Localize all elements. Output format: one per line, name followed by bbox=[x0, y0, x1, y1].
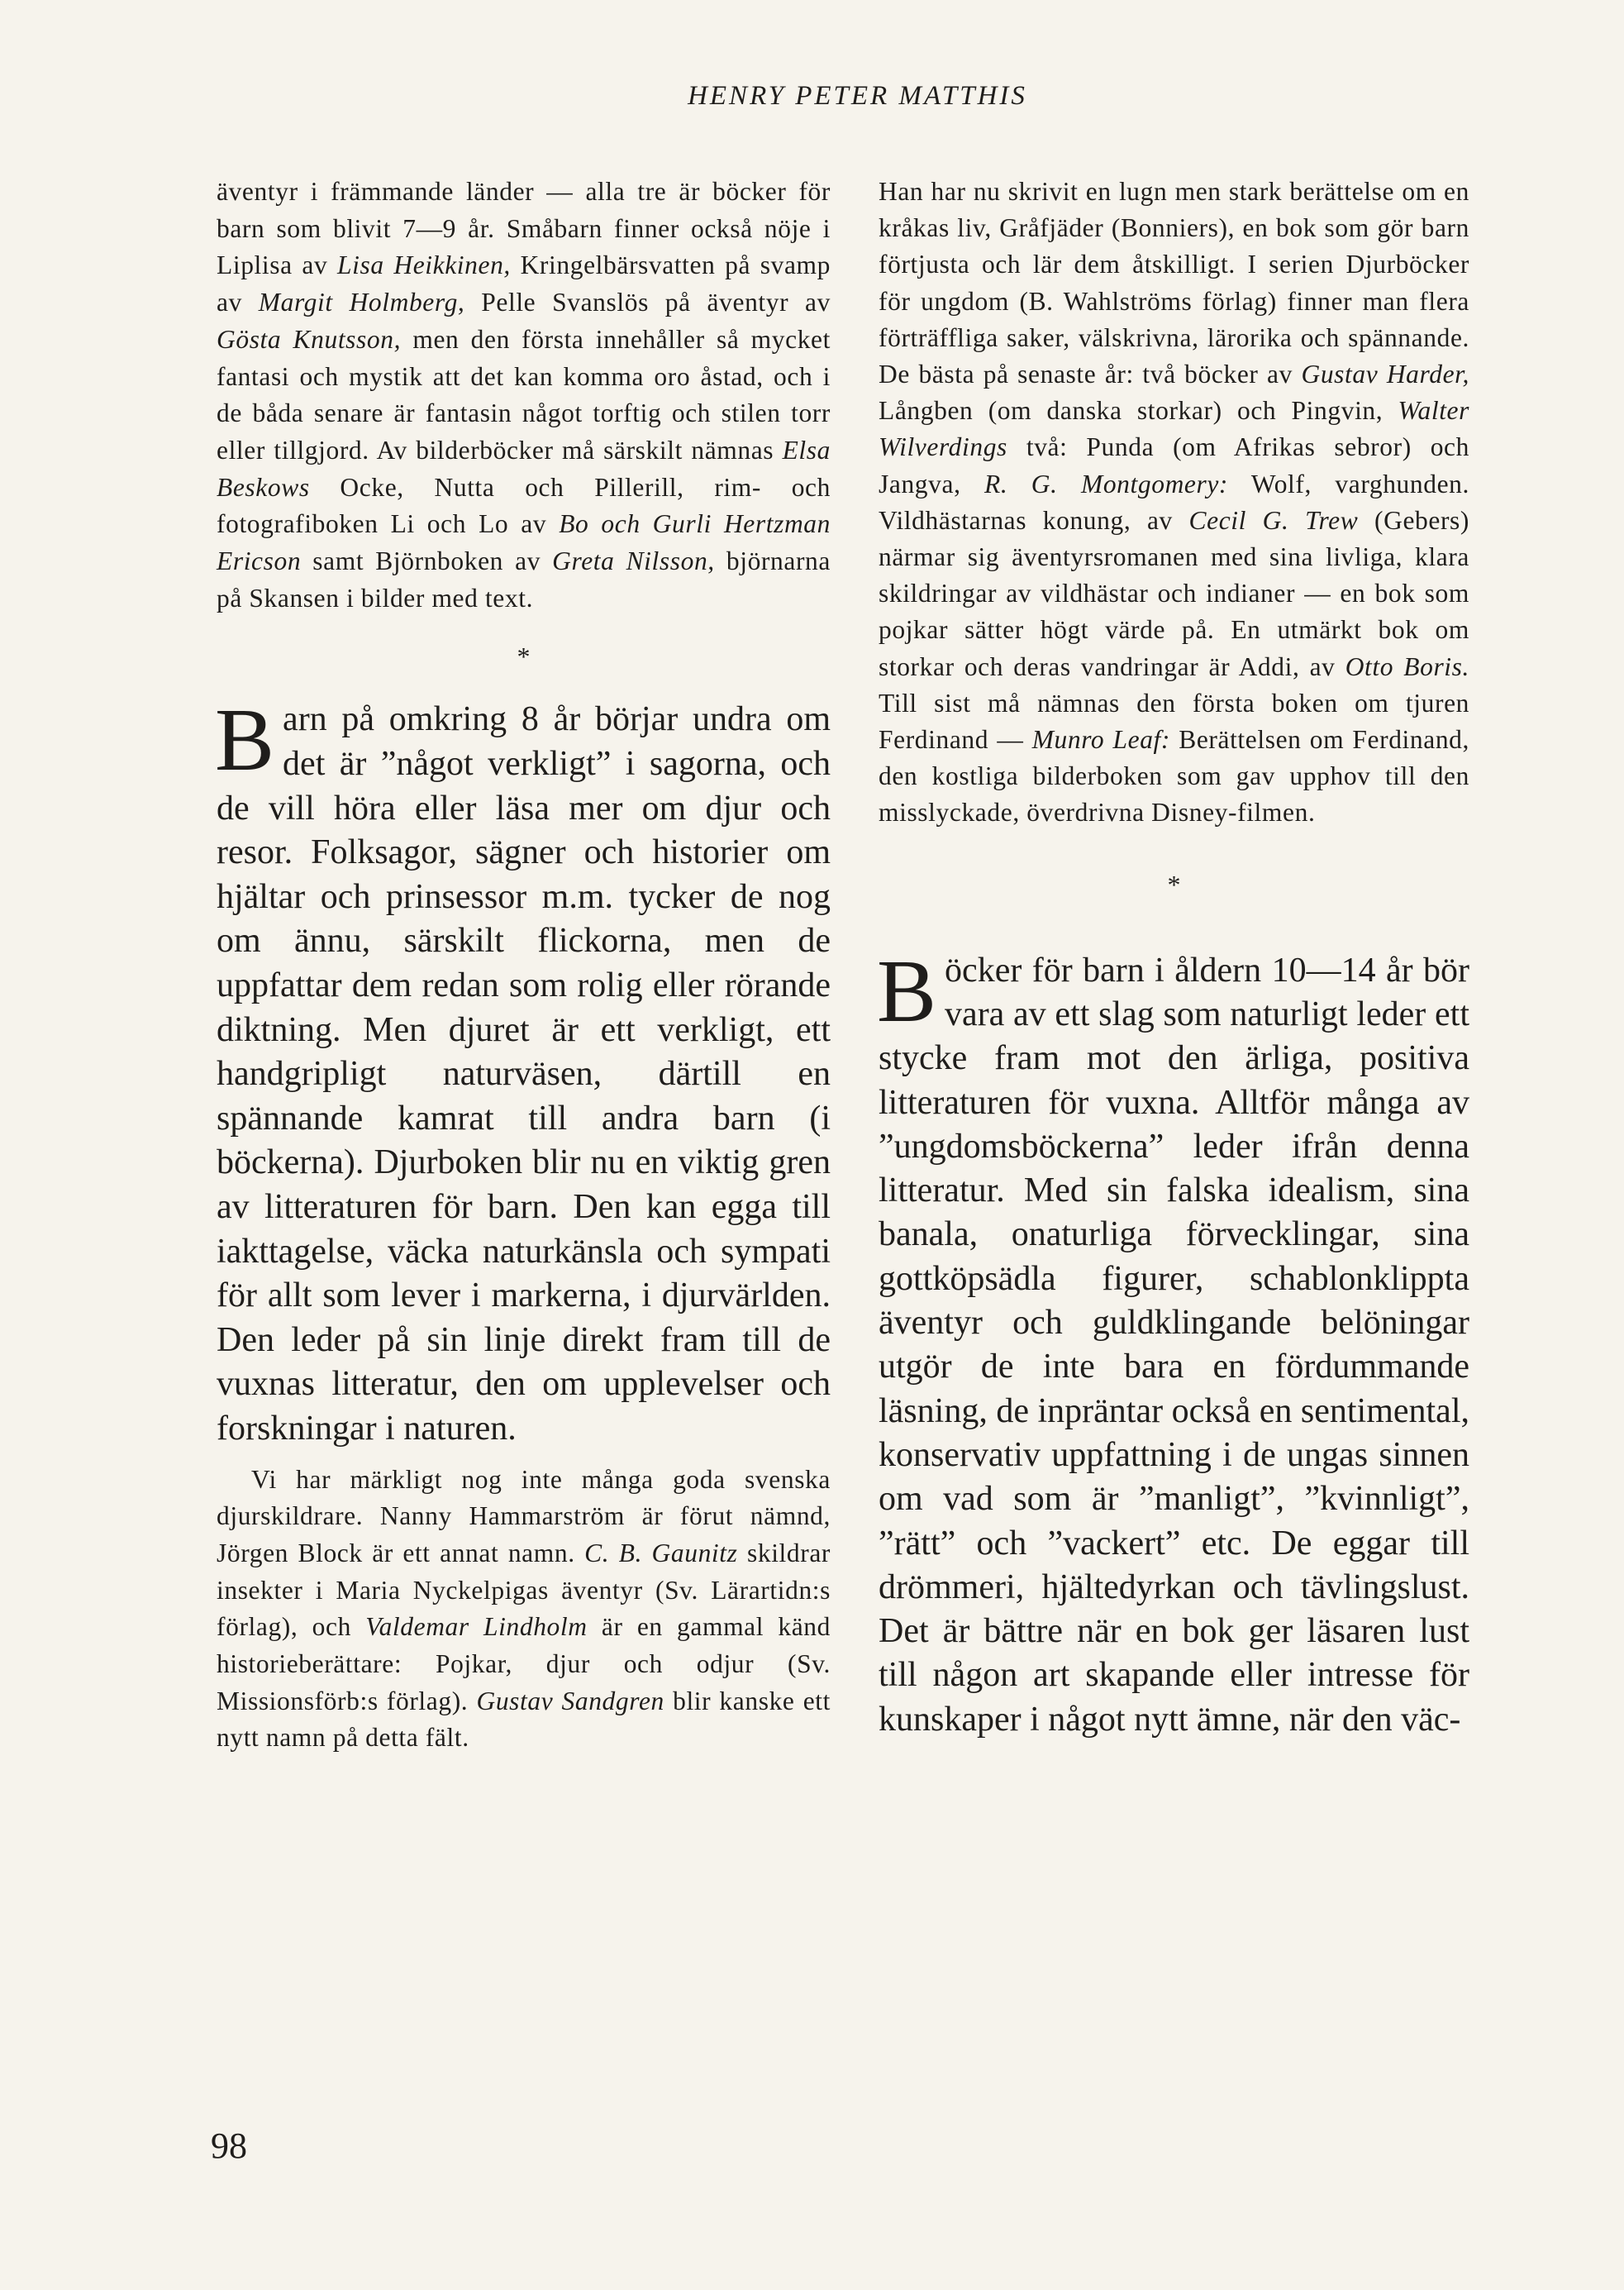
left-paragraph-1-block bbox=[217, 174, 831, 617]
drop-cap: B bbox=[877, 942, 937, 1041]
left-paragraph-1: äventyr i främmande länder — alla tre är böcker för barn som blivit 7—9 år. Småbarn finner också nöje i Liplisa av Lisa Heikkinen, Kringelbärsvatten på svamp av Margit Holmberg, Pelle Svanslös på äventyr av Gösta Knutsson, men den första innehåller så mycket fantasi och mystik att det kan komma oro åstad, och i de båda senare är fantasin något torftig och stilen torr eller tillgjord. Av bilderböcker må särskilt nämnas Elsa Beskows Ocke, Nutta och Pillerill, rim- och fotografiboken Li och Lo av Bo och Gurli Hertzman Ericson samt Björnboken av Greta Nilsson, björnarna på Skansen i bilder med text. bbox=[217, 177, 831, 613]
drop-cap: B bbox=[215, 691, 275, 790]
author-name: C. B. Gaunitz bbox=[584, 1538, 738, 1567]
author-name: Margit Holmberg, bbox=[258, 288, 465, 317]
right-column bbox=[879, 174, 1469, 1742]
author-name: Elsa Beskows bbox=[217, 435, 831, 502]
right-paragraph-1: Han har nu skrivit en lugn men stark berättelse om en kråkas liv, Gråfjäder (Bonniers), en bok som gör barn förtjusta och lär dem åtskilligt. I serien Djurböcker för ungdom (B. Wahlströms förlag) finner man flera förträffliga saker, välskrivna, lärorika och spännande. De bästa på senaste år: två böcker av Gustav Harder, Långben (om danska storkar) och Pingvin, Walter Wilverdings två: Punda (om Afrikas sebror) och Jangva, R. G. Montgomery: Wolf, varghunden. Vildhästarnas konung, av Cecil G. Trew (Gebers) närmar sig äventyrsromanen med sina livliga, klara skildringar av vildhästar och indianer — en bok som pojkar sätter högt värde på. En utmärkt bok om storkar och deras vandringar är Addi, av Otto Boris. Till sist må nämnas den första boken om tjuren Ferdinand — Munro Leaf: Berättelsen om Ferdinand, den kostliga bilderboken som gav upphov till den misslyckade, överdrivna Disney-filmen. bbox=[879, 177, 1469, 828]
left-section-paragraph: Barn på omkring 8 år börjar undra om det är ”något verkligt” i sagorna, och de vill höra eller läsa mer om djur och resor. Folksagor, sägner och historier om hjältar och prinsessor m.m. tycker de nog om ännu, särskilt flickorna, men de uppfattar dem redan som rolig eller rörande diktning. Men djuret är ett verkligt, ett handgripligt naturväsen, därtill en spännande kamrat till andra barn (i böckerna). Djurboken blir nu en viktig gren av litteraturen för barn. Den kan egga till iakttagelse, väcka naturkänsla och sympati för allt som lever i markerna, i djurvärlden. Den leder på sin linje direkt fram till de vuxnas litteratur, den om upplevelser och forskningar i naturen. bbox=[215, 691, 831, 1448]
right-section-paragraph: Böcker för barn i åldern 10—14 år bör vara av ett slag som naturligt leder ett stycke fram mot den ärliga, positiva litteraturen för vuxna. Alltför många av ”ungdomsböckerna” leder ifrån denna litteratur. Med sin falska idealism, sina banala, onaturliga förvecklingar, sina gottköpsädla figurer, schablonklippta äventyr och guldklingande belöningar utgör de inte bara en fördummande läsning, de inpräntar också en sentimental, konservativ uppfattning i de ungas sinnen om vad som är ”manligt”, ”kvinnligt”, ”rätt” och ”vackert” etc. De eggar till drömmeri, hjältedyrkan och tävlingslust. Det är bättre när en bok ger läsaren lust till någon art skapande eller intresse för kunskaper i något nytt ämne, när den väc- bbox=[877, 942, 1469, 1739]
author-name: Otto Boris. bbox=[1345, 651, 1469, 681]
author-name: Bo och Gurli Hertzman Ericson bbox=[217, 509, 831, 576]
page-number: 98 bbox=[211, 2125, 247, 2166]
author-name: Lisa Heikkinen, bbox=[336, 250, 511, 280]
right-section-block bbox=[877, 942, 1469, 1742]
author-name: Munro Leaf: bbox=[1031, 725, 1170, 755]
author-name: Walter Wilverdings bbox=[879, 396, 1469, 462]
left-column bbox=[217, 174, 831, 1757]
author-name: Valdemar Lindholm bbox=[365, 1612, 588, 1642]
section-separator: * bbox=[1167, 869, 1181, 899]
author-name: Greta Nilsson, bbox=[552, 546, 715, 576]
author-name: Gustav Sandgren bbox=[476, 1686, 664, 1715]
author-name: R. G. Montgomery: bbox=[983, 469, 1229, 499]
left-paragraph-3: Vi har märkligt nog inte många goda svenska djurskildrare. Nanny Hammarström är förut nämnd, Jörgen Block är ett annat namn. C. B. Gaunitz skildrar insekter i Maria Nyckelpigas äventyr (Sv. Lärartidn:s förlag), och Valdemar Lindholm är en gammal känd historieberättare: Pojkar, djur och odjur (Sv. Missionsförb:s förlag). Gustav Sandgren blir kanske ett nytt namn på detta fält. bbox=[217, 1464, 831, 1753]
left-paragraph-3-block bbox=[217, 1462, 831, 1758]
author-name: Gustav Harder, bbox=[1301, 360, 1469, 389]
left-section-block bbox=[215, 691, 831, 1451]
section-separator: * bbox=[517, 642, 531, 672]
right-paragraph-1-block bbox=[879, 174, 1469, 832]
author-name: Gösta Knutsson, bbox=[217, 324, 402, 354]
author-name: Cecil G. Trew bbox=[1188, 505, 1359, 535]
running-header: HENRY PETER MATTHIS bbox=[688, 81, 1027, 111]
